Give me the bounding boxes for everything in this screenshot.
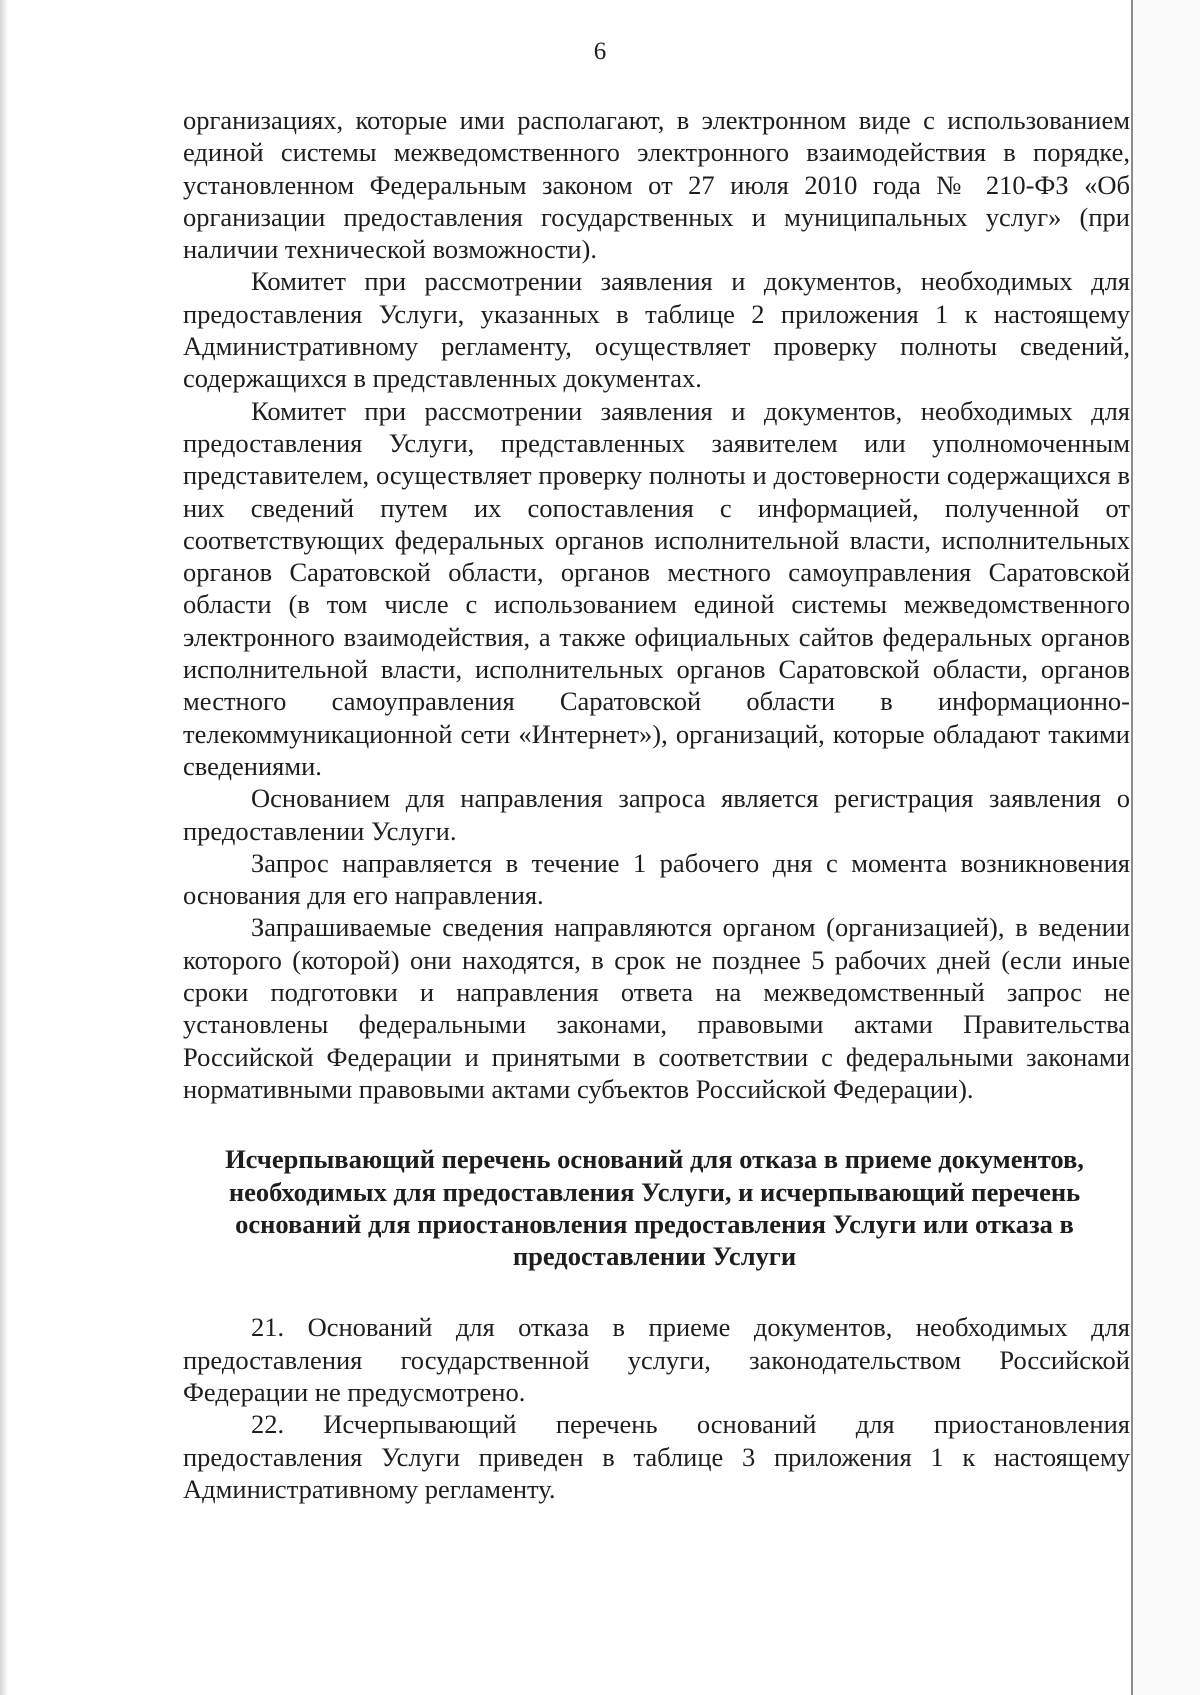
scan-left-edge-shadow [0,0,8,1695]
scan-right-margin [1133,0,1200,1695]
section-heading: Исчерпывающий перечень оснований для отказа в приеме документов, необходимых для предоставления Услуги, и исчерпывающий перечень оснований для приостановления предоставления Услуги или отказа в предоставлении Услуги [225,1144,1084,1272]
clause-22: 22. Исчерпывающий перечень оснований для приостановления предоставления Услуги приведен в таблице 3 приложения 1 к настоящему Административному регламенту. [183,1409,1130,1504]
paragraph-request-basis: Основанием для направления запроса является регистрация заявления о предоставлении Услуги. [183,783,1130,846]
paragraph-response-deadline: Запрашиваемые сведения направляются органом (организацией), в ведении которого (которой) они находятся, в срок не позднее 5 рабочих дней (если иные сроки подготовки и направления ответа на межведомственный запрос не установлены федеральными законами, правовыми актами Правительства Российской Федерации и принятыми в соответствии с федеральными законами нормативными правовыми актами субъектов Российской Федерации). [183,912,1130,1104]
paragraph-committee-check-reliability: Комитет при рассмотрении заявления и документов, необходимых для предоставления Услуги, представленных заявителем или уполномоченным представителем, осуществляет проверку полноты и достоверности содержащихся в них сведений путем их сопоставления с информацией, полученной от соответствующих федеральных органов исполнительной власти, исполнительных органов Саратовской области, органов местного самоуправления Саратовской области (в том числе с использованием единой системы межведомственного электронного взаимодействия, а также официальных сайтов федеральных органов исполнительной власти, исполнительных органов Саратовской области, органов местного самоуправления Саратовской области в информационно-телекоммуникационной сети «Интернет»), организаций, которые обладают такими сведениями. [183,395,1130,781]
clause-21: 21. Оснований для отказа в приеме документов, необходимых для предоставления государственной услуги, законодательством Российской Федерации не предусмотрено. [183,1312,1130,1407]
scan-right-edge-line [1131,0,1133,1695]
paragraph-committee-check-completeness: Комитет при рассмотрении заявления и документов, необходимых для предоставления Услуги, указанных в таблице 2 приложения 1 к настоящему Административному регламенту, осуществляет проверку полноты сведений, содержащихся в представленных документах. [183,266,1130,394]
paragraph-continuation: организациях, которые ими располагают, в электронном виде с использованием единой системы межведомственного электронного взаимодействия в порядке, установленном Федеральным законом от 27 июля 2010 года № 210-ФЗ «Об организации предоставления государственных и муниципальных услуг» (при наличии технической возможности). [183,105,1130,265]
page-number: 6 [593,38,607,65]
paragraph-request-deadline: Запрос направляется в течение 1 рабочего дня с момента возникновения основания для его направления. [183,847,1130,911]
document-body [183,104,1130,1505]
